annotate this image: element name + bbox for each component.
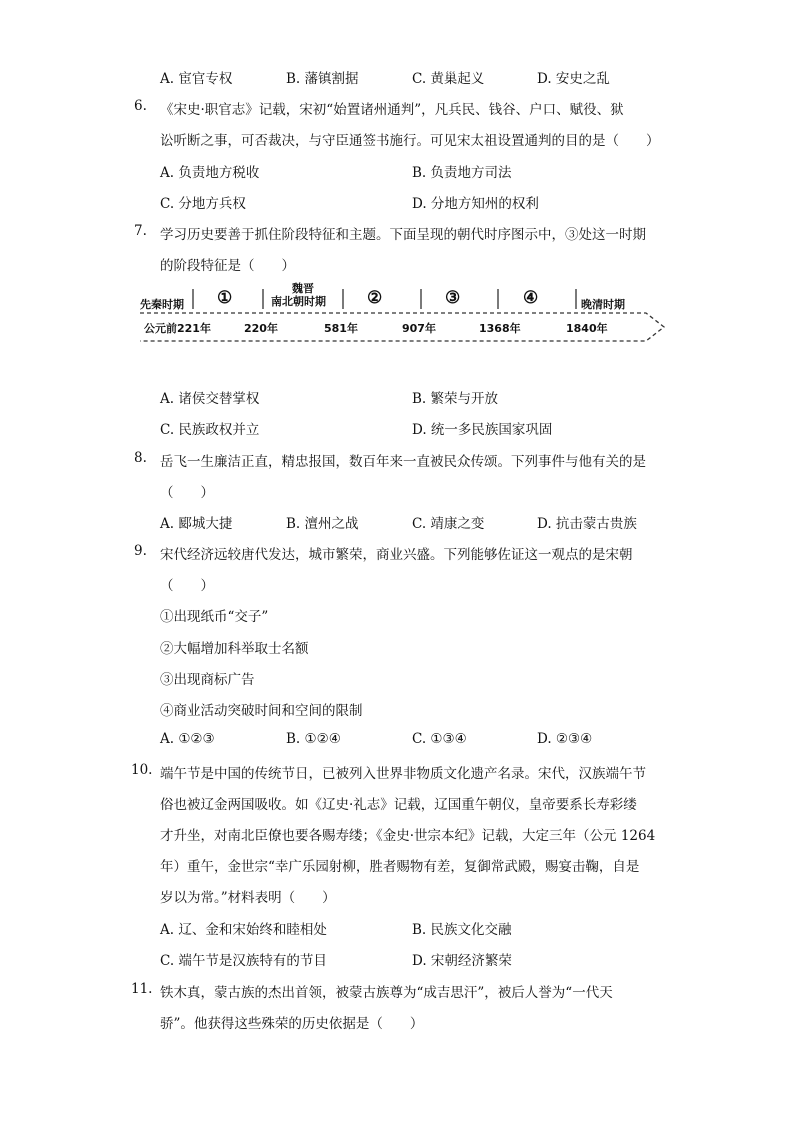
question-number: 6. [134,98,147,114]
option-c: C. 分地方兵权 [160,196,246,212]
question-text: 岳飞一生廉洁正直，精忠报国，数百年来一直被民众传颂。下列事件与他有关的是 [160,454,646,470]
question-text: 年）重午，金世宗“幸广乐园射柳，胜者赐物有差，复御常武殿，赐宴击鞠，自是 [160,859,640,875]
question-text: 讼听断之事，可否裁决，与守臣通签书施行。可见宋太祖设置通判的目的是（ ） [160,133,660,149]
option-a: A. ①②③ [160,731,215,747]
statement-item: ②大幅增加科举取士名额 [160,641,309,657]
question-number: 10. [131,762,153,778]
statement-item: ①出现纸币“交子” [160,609,269,625]
question-text: 铁木真，蒙古族的杰出首领，被蒙古族尊为“成吉思汗”，被后人誉为“一代天 [160,985,613,1001]
option-d: D. ②③④ [537,731,593,747]
statement-item: ④商业活动突破时间和空间的限制 [160,703,363,719]
marker-1: ① [217,288,233,308]
question-text: 的阶段特征是（ ） [160,258,295,274]
question-text: 《宋史·职官志》记载，宋初“始置诸州通判”，凡兵民、钱谷、户口、赋役、狱 [160,102,624,118]
option-a: A. 辽、金和宋始终和睦相处 [160,922,327,938]
option-b: B. ①②④ [286,731,341,747]
question-text: 端午节是中国的传统节日，已被列入世界非物质文化遗产名录。宋代，汉族端午节 [160,766,646,782]
question-text: （ ） [160,485,214,501]
question-text: 学习历史要善于抓住阶段特征和主题。下面呈现的朝代时序图示中，③处这一时期 [160,227,646,243]
option-c: C. ①③④ [412,731,467,747]
question-text: 骄”。他获得这些殊荣的历史依据是（ ） [160,1016,424,1032]
option-d: D. 统一多民族国家巩固 [412,422,553,438]
question-text: 俗也被辽金两国吸收。如《辽史·礼志》记载，辽国重午朝仪，皇帝要系长寿彩缕 [160,797,637,813]
question-number: 11. [131,981,153,997]
year-label: 1368年 [479,322,521,335]
year-label: 公元前221年 [144,322,211,335]
period-label: 先秦时期 [140,298,184,311]
option-d: D. 抗击蒙古贵族 [537,516,637,532]
option-a: A. 负责地方税收 [160,165,260,181]
period-label: 魏晋 [292,282,314,295]
question-text: 宋代经济远较唐代发达，城市繁荣，商业兴盛。下列能够佐证这一观点的是宋朝 [160,547,633,563]
period-label: 南北朝时期 [271,295,326,308]
option-a: A. 郾城大捷 [160,516,233,532]
option-d: D. 安史之乱 [537,71,610,87]
year-label: 581年 [324,322,358,335]
question-number: 8. [134,450,147,466]
option-d: D. 宋朝经济繁荣 [412,953,512,969]
statement-item: ③出现商标广告 [160,672,255,688]
period-label: 晚清时期 [581,298,625,311]
question-text: （ ） [160,578,214,594]
option-a: A. 诸侯交替掌权 [160,391,260,407]
option-c: C. 黄巢起义 [412,71,485,87]
option-b: B. 民族文化交融 [412,922,512,938]
marker-2: ② [367,288,383,308]
year-label: 1840年 [566,322,608,335]
option-c: C. 靖康之变 [412,516,485,532]
question-number: 7. [134,223,147,239]
option-c: C. 民族政权并立 [160,422,260,438]
dynasty-timeline [138,279,668,351]
option-c: C. 端午节是汉族特有的节目 [160,953,327,969]
option-b: B. 藩镇割据 [286,71,359,87]
option-b: B. 澶州之战 [286,516,359,532]
question-text: 岁以为常。”材料表明（ ） [160,890,336,906]
question-text: 才升坐，对南北臣僚也要各赐寿缕；《金史·世宗本纪》记载，大定三年（公元 1264 [160,828,656,844]
year-label: 907年 [402,322,436,335]
option-d: D. 分地方知州的权利 [412,196,539,212]
option-b: B. 繁荣与开放 [412,391,499,407]
option-a: A. 宦官专权 [160,71,233,87]
marker-4: ④ [523,288,539,308]
question-number: 9. [134,543,147,559]
option-b: B. 负责地方司法 [412,165,512,181]
year-label: 220年 [244,322,278,335]
marker-3: ③ [445,288,461,308]
